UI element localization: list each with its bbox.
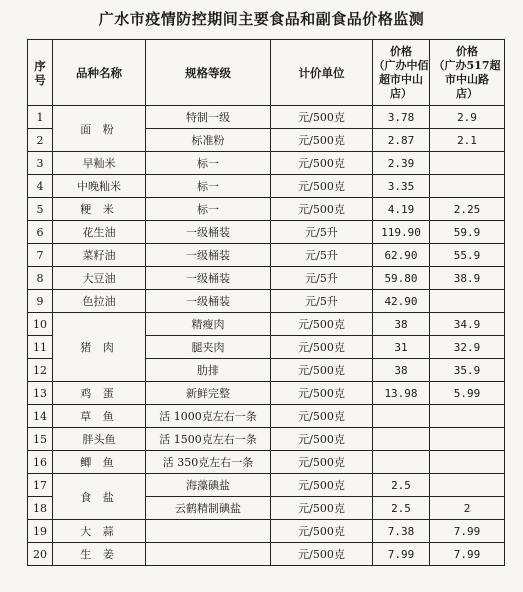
item-unit: 元/500克 bbox=[271, 382, 373, 405]
row-index: 10 bbox=[28, 313, 53, 336]
price-517: 32.9 bbox=[430, 336, 505, 359]
row-index: 20 bbox=[28, 543, 53, 566]
header-unit: 计价单位 bbox=[271, 40, 373, 106]
row-index: 16 bbox=[28, 451, 53, 474]
item-spec: 标一 bbox=[146, 198, 271, 221]
price-zhongbai bbox=[373, 451, 430, 474]
price-zhongbai: 2.39 bbox=[373, 152, 430, 175]
header-price-zhongbai: 价格 （广办中佰 超市中山 店） bbox=[373, 40, 430, 106]
item-unit: 元/500克 bbox=[271, 106, 373, 129]
item-name: 粳 米 bbox=[53, 198, 146, 221]
price-517 bbox=[430, 152, 505, 175]
row-index: 14 bbox=[28, 405, 53, 428]
item-spec: 精瘦肉 bbox=[146, 313, 271, 336]
price-zhongbai: 7.38 bbox=[373, 520, 430, 543]
item-spec: 特制一级 bbox=[146, 106, 271, 129]
item-unit: 元/500克 bbox=[271, 474, 373, 497]
price-zhongbai: 62.90 bbox=[373, 244, 430, 267]
item-name: 菜籽油 bbox=[53, 244, 146, 267]
item-spec: 标一 bbox=[146, 152, 271, 175]
price-517: 35.9 bbox=[430, 359, 505, 382]
item-spec: 一级桶装 bbox=[146, 267, 271, 290]
row-index: 1 bbox=[28, 106, 53, 129]
header-spec: 规格等级 bbox=[146, 40, 271, 106]
price-zhongbai bbox=[373, 405, 430, 428]
row-index: 2 bbox=[28, 129, 53, 152]
price-517 bbox=[430, 290, 505, 313]
price-517: 38.9 bbox=[430, 267, 505, 290]
item-spec: 腿夹肉 bbox=[146, 336, 271, 359]
item-name: 食 盐 bbox=[53, 474, 146, 520]
price-zhongbai: 7.99 bbox=[373, 543, 430, 566]
table-row bbox=[28, 382, 505, 405]
price-517: 2.9 bbox=[430, 106, 505, 129]
row-index: 8 bbox=[28, 267, 53, 290]
item-spec: 活 350克左右一条 bbox=[146, 451, 271, 474]
item-unit: 元/500克 bbox=[271, 405, 373, 428]
item-spec: 活 1000克左右一条 bbox=[146, 405, 271, 428]
header-name: 品种名称 bbox=[53, 40, 146, 106]
item-spec: 肋排 bbox=[146, 359, 271, 382]
item-unit: 元/5升 bbox=[271, 221, 373, 244]
item-unit: 元/500克 bbox=[271, 428, 373, 451]
item-name: 花生油 bbox=[53, 221, 146, 244]
table-row bbox=[28, 290, 505, 313]
item-spec: 一级桶装 bbox=[146, 221, 271, 244]
item-spec: 一级桶装 bbox=[146, 244, 271, 267]
price-517: 34.9 bbox=[430, 313, 505, 336]
price-517 bbox=[430, 428, 505, 451]
table-row bbox=[28, 198, 505, 221]
price-zhongbai: 13.98 bbox=[373, 382, 430, 405]
price-517: 5.99 bbox=[430, 382, 505, 405]
price-zhongbai: 42.90 bbox=[373, 290, 430, 313]
row-index: 9 bbox=[28, 290, 53, 313]
price-517 bbox=[430, 451, 505, 474]
price-zhongbai: 2.5 bbox=[373, 474, 430, 497]
item-unit: 元/500克 bbox=[271, 175, 373, 198]
item-unit: 元/500克 bbox=[271, 152, 373, 175]
row-index: 19 bbox=[28, 520, 53, 543]
item-unit: 元/500克 bbox=[271, 198, 373, 221]
header-price-517: 价格 （广办517超 市中山路 店） bbox=[430, 40, 505, 106]
item-unit: 元/5升 bbox=[271, 244, 373, 267]
price-zhongbai: 2.5 bbox=[373, 497, 430, 520]
price-zhongbai: 38 bbox=[373, 313, 430, 336]
price-table bbox=[27, 39, 505, 566]
price-517: 2.25 bbox=[430, 198, 505, 221]
table-row bbox=[28, 106, 505, 129]
row-index: 17 bbox=[28, 474, 53, 497]
item-spec: 云鹤精制碘盐 bbox=[146, 497, 271, 520]
price-zhongbai: 31 bbox=[373, 336, 430, 359]
item-unit: 元/500克 bbox=[271, 336, 373, 359]
item-spec: 标一 bbox=[146, 175, 271, 198]
item-unit: 元/500克 bbox=[271, 451, 373, 474]
item-unit: 元/500克 bbox=[271, 520, 373, 543]
table-row bbox=[28, 474, 505, 497]
item-spec bbox=[146, 520, 271, 543]
table-row bbox=[28, 428, 505, 451]
row-index: 5 bbox=[28, 198, 53, 221]
row-index: 12 bbox=[28, 359, 53, 382]
price-517: 7.99 bbox=[430, 520, 505, 543]
item-unit: 元/500克 bbox=[271, 497, 373, 520]
price-517: 59.9 bbox=[430, 221, 505, 244]
item-unit: 元/500克 bbox=[271, 313, 373, 336]
item-name: 中晚籼米 bbox=[53, 175, 146, 198]
table-row bbox=[28, 244, 505, 267]
price-zhongbai: 59.80 bbox=[373, 267, 430, 290]
item-name: 大豆油 bbox=[53, 267, 146, 290]
row-index: 11 bbox=[28, 336, 53, 359]
item-unit: 元/500克 bbox=[271, 129, 373, 152]
row-index: 7 bbox=[28, 244, 53, 267]
price-517: 55.9 bbox=[430, 244, 505, 267]
price-zhongbai: 119.90 bbox=[373, 221, 430, 244]
table-row bbox=[28, 451, 505, 474]
row-index: 4 bbox=[28, 175, 53, 198]
item-spec: 活 1500克左右一条 bbox=[146, 428, 271, 451]
item-name: 面 粉 bbox=[53, 106, 146, 152]
price-zhongbai bbox=[373, 428, 430, 451]
price-517: 2 bbox=[430, 497, 505, 520]
row-index: 6 bbox=[28, 221, 53, 244]
price-517: 2.1 bbox=[430, 129, 505, 152]
table-row bbox=[28, 267, 505, 290]
item-spec: 新鲜完整 bbox=[146, 382, 271, 405]
item-unit: 元/500克 bbox=[271, 543, 373, 566]
row-index: 15 bbox=[28, 428, 53, 451]
item-name: 鸡 蛋 bbox=[53, 382, 146, 405]
item-unit: 元/5升 bbox=[271, 267, 373, 290]
price-517 bbox=[430, 474, 505, 497]
item-name: 草 鱼 bbox=[53, 405, 146, 428]
item-name: 早籼米 bbox=[53, 152, 146, 175]
item-name: 大 蒜 bbox=[53, 520, 146, 543]
row-index: 13 bbox=[28, 382, 53, 405]
item-spec: 一级桶装 bbox=[146, 290, 271, 313]
table-row bbox=[28, 175, 505, 198]
table-row bbox=[28, 520, 505, 543]
price-zhongbai: 3.35 bbox=[373, 175, 430, 198]
item-spec bbox=[146, 543, 271, 566]
item-name: 鲫 鱼 bbox=[53, 451, 146, 474]
item-name: 生 姜 bbox=[53, 543, 146, 566]
item-unit: 元/5升 bbox=[271, 290, 373, 313]
header-index: 序 号 bbox=[28, 40, 53, 106]
price-517 bbox=[430, 405, 505, 428]
price-zhongbai: 4.19 bbox=[373, 198, 430, 221]
row-index: 18 bbox=[28, 497, 53, 520]
table-row bbox=[28, 543, 505, 566]
price-517 bbox=[430, 175, 505, 198]
item-spec: 标准粉 bbox=[146, 129, 271, 152]
item-spec: 海藻碘盐 bbox=[146, 474, 271, 497]
item-unit: 元/500克 bbox=[271, 359, 373, 382]
price-517: 7.99 bbox=[430, 543, 505, 566]
table-row bbox=[28, 221, 505, 244]
row-index: 3 bbox=[28, 152, 53, 175]
item-name: 猪 肉 bbox=[53, 313, 146, 382]
table-row bbox=[28, 313, 505, 336]
table-row bbox=[28, 152, 505, 175]
page-title: 广水市疫情防控期间主要食品和副食品价格监测 bbox=[98, 10, 425, 28]
table-row bbox=[28, 405, 505, 428]
price-zhongbai: 38 bbox=[373, 359, 430, 382]
item-name: 胖头鱼 bbox=[53, 428, 146, 451]
item-name: 色拉油 bbox=[53, 290, 146, 313]
price-zhongbai: 3.78 bbox=[373, 106, 430, 129]
price-zhongbai: 2.87 bbox=[373, 129, 430, 152]
